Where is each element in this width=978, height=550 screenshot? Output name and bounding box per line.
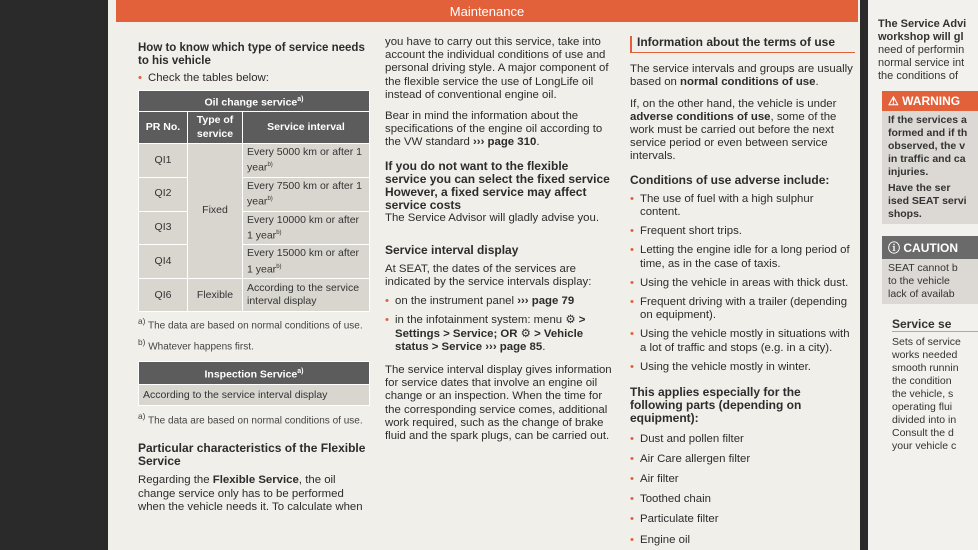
table-row — [139, 245, 370, 279]
list-item: • Letting the engine idle for a long period of time, as in the case of taxis. — [630, 244, 855, 270]
list-item: • Using the vehicle mostly in winter. — [630, 361, 855, 374]
table-row — [139, 143, 370, 177]
sid-bullet-panel: • on the instrument panel ››› page 79 — [385, 295, 613, 308]
interval-cell: Every 5000 km or after 1 year$^{b)}$ — [243, 143, 370, 177]
caution-box — [882, 236, 978, 304]
interval-cell: Every 10000 km or after 1 year$^{b)}$ — [243, 211, 370, 245]
check-bullet: • Check the tables below: — [138, 72, 373, 85]
warning-icon: ⚠ — [888, 94, 899, 108]
table-row — [139, 279, 370, 312]
list-item: • Frequent driving with a trailer (depending on equipment). — [630, 296, 855, 322]
terms-p2: If, on the other hand, the vehicle is under adverse conditions of use, some of the work must be carried out before the next service period or even between service intervals. — [630, 97, 837, 163]
terms-p1: The service intervals and groups are usually based on normal conditions of use. — [630, 63, 853, 89]
column-3 — [630, 36, 855, 547]
sid-bullet-infotainment: • in the infotainment system: menu ⚙ > Settings > Service; OR ⚙ > Vehicle status > Service ››› page 85. — [385, 314, 613, 354]
sid-heading: Service interval display — [385, 242, 519, 257]
parts-heading: This applies especially for the following parts (depending on equipment): — [630, 385, 802, 426]
oil-table-title: Oil change service$^{a)}$ — [139, 90, 370, 112]
manual-page — [108, 0, 860, 550]
list-item: • Air Care allergen filter — [630, 453, 855, 466]
list-item: • Air filter — [630, 473, 855, 486]
warning-text: If the services a formed and if th observed, the v in traffic and ca injuries. Have the ser ised SEAT servi shops. — [882, 111, 978, 224]
footnote-b: $^{b)}$ Whatever happens first. — [138, 336, 254, 353]
inspection-title: Inspection Service$^{a)}$ — [139, 362, 370, 385]
heading-service-type: How to know which type of service needs to his vehicle — [138, 42, 365, 68]
column-2 — [385, 36, 613, 443]
pr-cell: QI3 — [139, 211, 188, 245]
oil-change-table — [138, 90, 370, 313]
caution-text: SEAT cannot b to the vehicle lack of availab — [882, 259, 978, 304]
next-page — [868, 0, 978, 550]
col-header-interval: Service interval — [243, 112, 370, 143]
warning-box — [882, 91, 978, 224]
settings-gear-icon: ⚙ — [565, 314, 576, 327]
type-cell-flexible: Flexible — [188, 279, 243, 312]
interval-cell: Every 15000 km or after 1 year$^{b)}$ — [243, 245, 370, 279]
flex-heading: Particular characteristics of the Flexible Service — [138, 440, 366, 469]
advisor-block: The Service Advi workshop will gl need of performin normal service int the conditions of — [878, 18, 967, 82]
terms-heading: Information about the terms of use — [630, 36, 855, 53]
pr-cell: QI2 — [139, 177, 188, 211]
list-item: • Dust and pollen filter — [630, 433, 855, 446]
type-cell-fixed: Fixed — [188, 143, 243, 279]
list-item: • Particulate filter — [630, 513, 855, 526]
adverse-heading: Conditions of use adverse include: — [630, 172, 830, 187]
inspection-table — [138, 361, 370, 406]
section-header: Maintenance — [116, 0, 858, 22]
inspection-row: According to the service interval display — [139, 385, 370, 406]
pr-cell: QI1 — [139, 143, 188, 177]
pr-cell: QI6 — [139, 279, 188, 312]
flexible-note: If you do not want to the flexible service you can select the fixed service However, a fixed service may affect service costs — [385, 158, 610, 213]
pr-cell: QI4 — [139, 245, 188, 279]
interval-cell: Every 7500 km or after 1 year$^{b)}$ — [243, 177, 370, 211]
spec-paragraph: Bear in mind the information about the specifications of the engine oil according to the VW standard ››› page 310. — [385, 110, 603, 149]
table-row — [139, 211, 370, 245]
interval-cell: According to the service interval display — [243, 279, 370, 312]
footnote-a2: $^{a)}$ The data are based on normal conditions of use. — [138, 411, 363, 427]
table-row — [139, 177, 370, 211]
list-item: • Frequent short trips. — [630, 225, 855, 238]
flex-text: Regarding the Flexible Service, the oil change service only has to be performed when the vehicle needs it. To calculate when — [138, 474, 363, 513]
advisor-text: The Service Advisor will gladly advise you. — [385, 212, 599, 225]
list-item: • Engine oil — [630, 534, 855, 547]
flex-continuation: you have to carry out this service, take into account the individual conditions of use and personal driving style. A major component of the flexible service the use of LongLife oil instead of conventional engine oil. — [385, 36, 609, 101]
caution-header: ⓘ CAUTION — [882, 236, 978, 259]
list-item: • Toothed chain — [630, 493, 855, 506]
col-header-type: Type of service — [188, 112, 243, 143]
column-1 — [138, 42, 373, 514]
footnote-a: $^{a)}$ The data are based on normal conditions of use. — [138, 316, 363, 332]
list-item: • Using the vehicle in areas with thick dust. — [630, 277, 855, 290]
sid-text: At SEAT, the dates of the services are indicated by the service intervals display: — [385, 262, 592, 289]
caution-icon: ⓘ — [888, 241, 901, 255]
list-item: • The use of fuel with a high sulphur content. — [630, 193, 855, 219]
list-item: • Using the vehicle mostly in situations with a lot of traffic and stops (e.g. in a city). — [630, 328, 855, 354]
warning-header: ⚠ WARNING — [882, 91, 978, 111]
service-sets-block: Service se Sets of service works needed smooth runnin the condition the vehicle, s operating flui divided into in Consult the d your vehicle c — [892, 318, 978, 453]
col-header-pr: PR No. — [139, 112, 188, 143]
settings-gear-icon: ⚙ — [520, 327, 531, 340]
sid-info-text: The service interval display gives information for service dates that involve an engine oil change or an inspection. When the time for the corresponding service comes, additional work required, such as the change of brake fluid and the spark plugs, can be carried out. — [385, 364, 612, 443]
